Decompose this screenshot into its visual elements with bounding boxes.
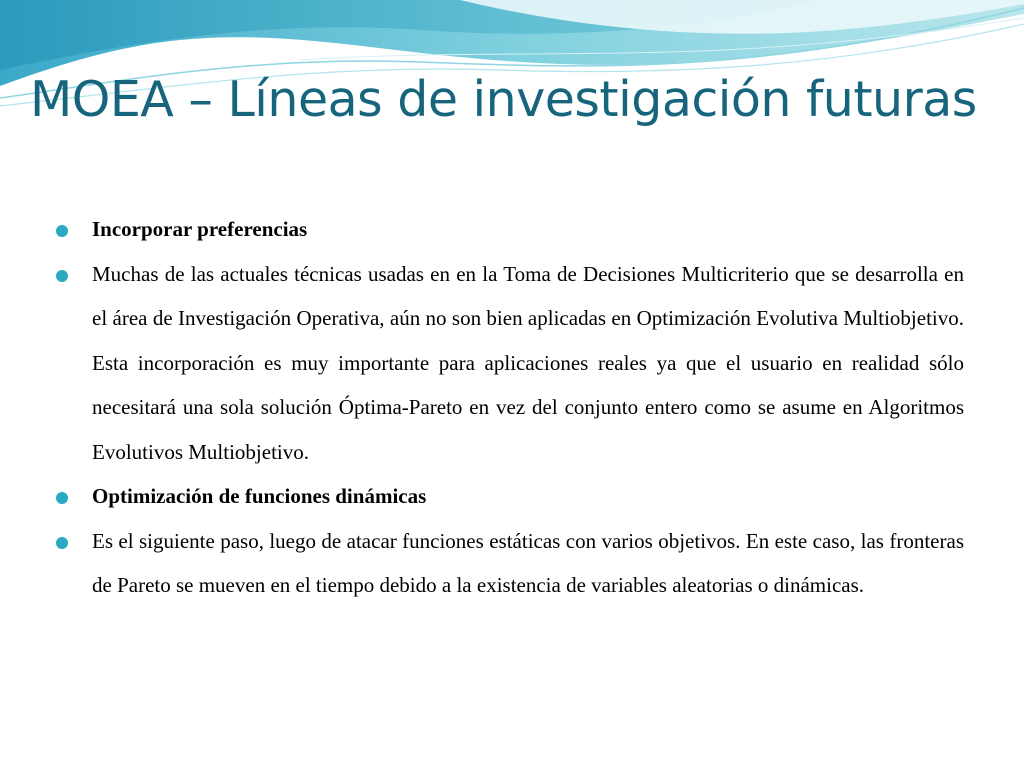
bullet-list (56, 207, 964, 608)
bullet-item-text: Optimización de funciones dinámicas (92, 484, 427, 508)
bullet-item-paragraph (56, 252, 964, 475)
round-bullet-icon (56, 537, 68, 549)
bullet-item-heading (56, 207, 964, 252)
bullet-item-heading (56, 474, 964, 519)
bullet-item-text: Es el siguiente paso, luego de atacar funciones estáticas con varios objetivos. En este caso, las fronteras de Pareto se mueven en el tiempo debido a la existencia de variables aleatorias o dinámicas. (92, 528, 964, 597)
bullet-item-text: Muchas de las actuales técnicas usadas en en la Toma de Decisiones Multicriterio que se desarrolla en el área de Investigación Operativa, aún no son bien aplicadas en Optimización Evolutiva Multiobjetivo. Esta incorporación es muy importante para aplicaciones reales ya que el usuario en realidad sólo necesitará una sola solución Óptima-Pareto en vez del conjunto entero como se asume en Algoritmos Evolutivos Multiobjetivo. (92, 261, 964, 464)
round-bullet-icon (56, 270, 68, 282)
bullet-item-text: Incorporar preferencias (92, 217, 308, 241)
round-bullet-icon (56, 492, 68, 504)
slide-title: MOEA – Líneas de investigación futuras (30, 71, 977, 128)
round-bullet-icon (56, 225, 68, 237)
bullet-item-paragraph (56, 519, 964, 608)
